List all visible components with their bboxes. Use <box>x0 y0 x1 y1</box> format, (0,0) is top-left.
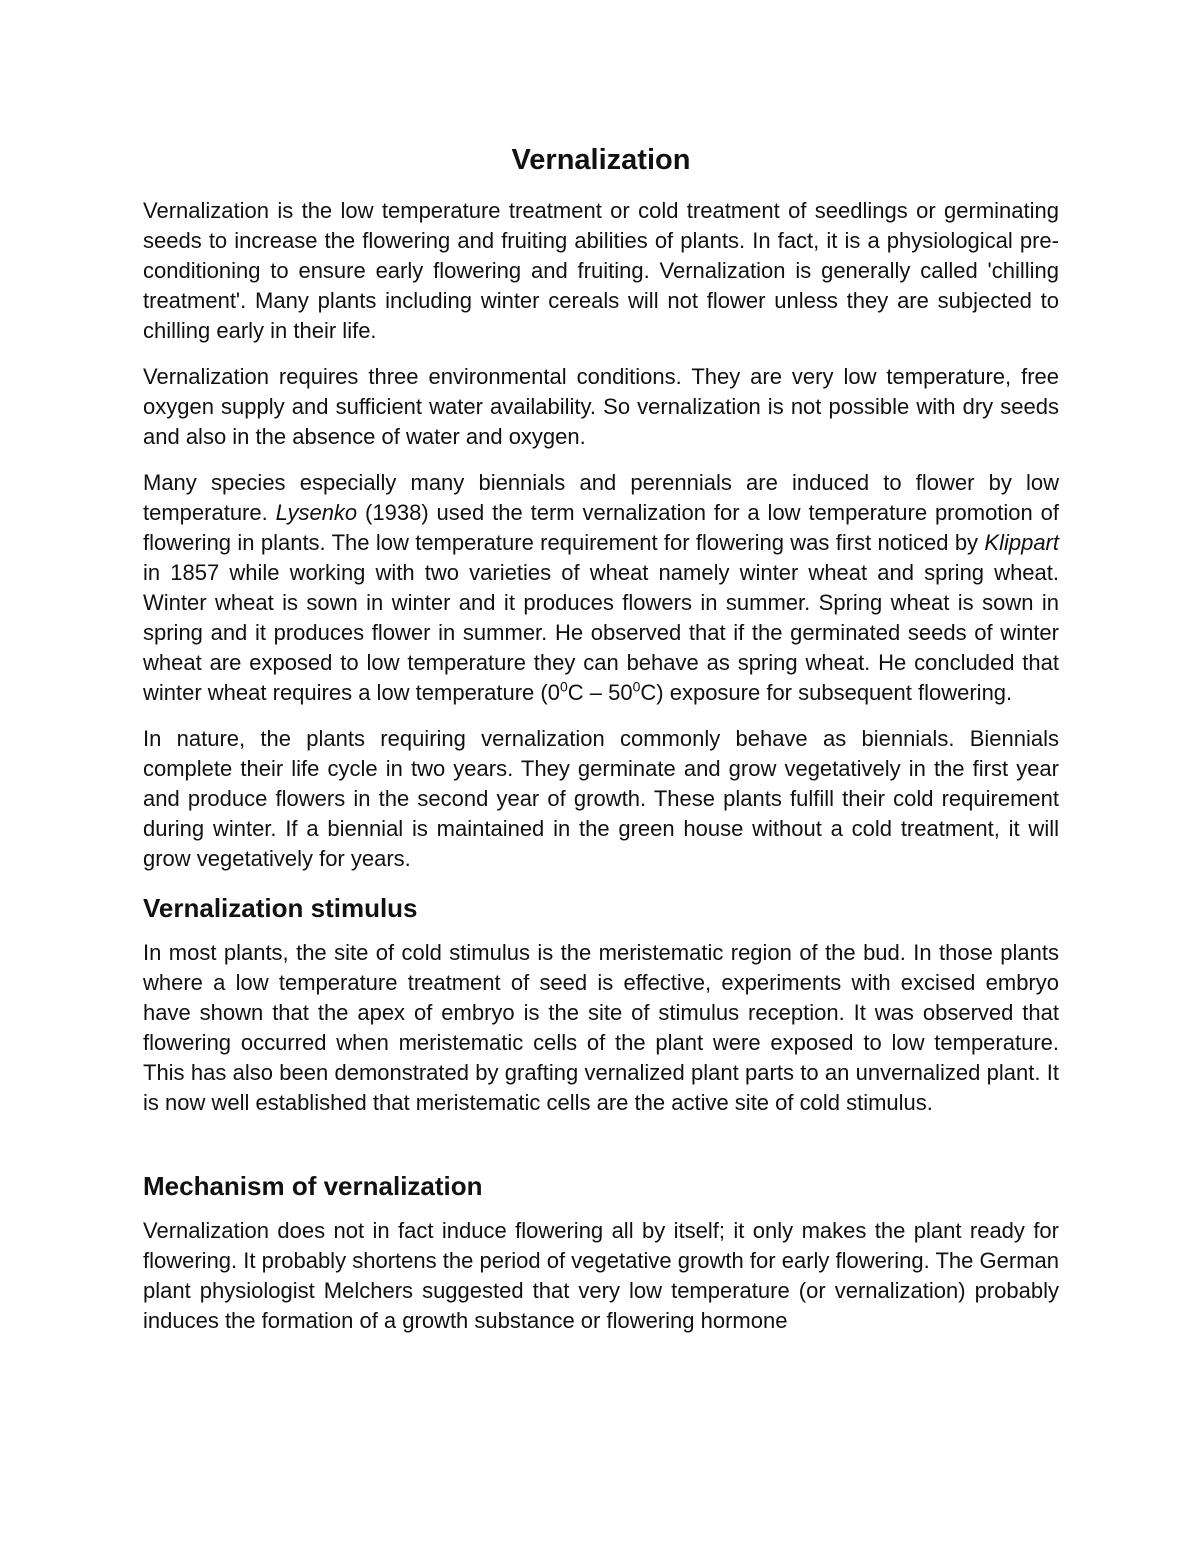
paragraph-history <box>143 468 1059 708</box>
klippart-name: Klippart <box>984 530 1059 555</box>
paragraph-mechanism: Vernalization does not in fact induce flowering all by itself; it only makes the plant ready for flowering. It probably shortens the period of vegetative growth for early flowering. The German plant physiologist Melchers suggested that very low temperature (or vernalization) probably induces the formation of a growth substance or flowering hormone <box>143 1218 1059 1333</box>
paragraph-definition: Vernalization is the low temperature treatment or cold treatment of seedlings or germinating seeds to increase the flowering and fruiting abilities of plants. In fact, it is a physiological pre-conditioning to ensure early flowering and fruiting. Vernalization is generally called 'chilling treatment'. Many plants including winter cereals will not flower unless they are subjected to chilling early in their life. <box>143 198 1059 343</box>
page-title: Vernalization <box>511 144 691 176</box>
degree-sup-2: 0 <box>632 678 641 695</box>
history-text-d: C – 50 <box>567 680 633 705</box>
history-text-a: Many species especially many biennials and perennials are induced to flower by low temperature. <box>143 470 1059 525</box>
paragraph-conditions: Vernalization requires three environmental conditions. They are very low temperature, free oxygen supply and sufficient water availability. So vernalization is not possible with dry seeds and also in the absence of water and oxygen. <box>143 364 1059 449</box>
degree-sup-1: 0 <box>559 678 568 695</box>
history-text-c: in 1857 while working with two varieties of wheat namely winter wheat and spring wheat. Winter wheat is sown in winter and it produces flowers in summer. Spring wheat is sown in spring and it produces flower in summer. He observed that if the germinated seeds of winter wheat are exposed to low temperature they can behave as spring wheat. He concluded that winter wheat requires a low temperature (0 <box>143 560 1059 705</box>
heading-vernalization-stimulus: Vernalization stimulus <box>143 893 418 923</box>
history-text-b: (1938) used the term vernalization for a low temperature promotion of flowering in plants. The low temperature requirement for flowering was first noticed by <box>143 500 1060 555</box>
lysenko-name: Lysenko <box>275 500 358 525</box>
history-text-e: C) exposure for subsequent flowering. <box>640 680 1013 705</box>
heading-mechanism: Mechanism of vernalization <box>143 1171 483 1201</box>
paragraph-biennials: In nature, the plants requiring vernalization commonly behave as biennials. Biennials complete their life cycle in two years. They germinate and grow vegetatively in the first year and produce flowers in the second year of growth. These plants fulfill their cold requirement during winter. If a biennial is maintained in the green house without a cold treatment, it will grow vegetatively for years. <box>143 726 1059 871</box>
document-page <box>143 140 1059 1352</box>
paragraph-stimulus: In most plants, the site of cold stimulus is the meristematic region of the bud. In those plants where a low temperature treatment of seed is effective, experiments with excised embryo have shown that the apex of embryo is the site of stimulus reception. It was observed that flowering occurred when meristematic cells of the plant were exposed to low temperature. This has also been demonstrated by grafting vernalized plant parts to an unvernalized plant. It is now well established that meristematic cells are the active site of cold stimulus. <box>143 940 1059 1115</box>
